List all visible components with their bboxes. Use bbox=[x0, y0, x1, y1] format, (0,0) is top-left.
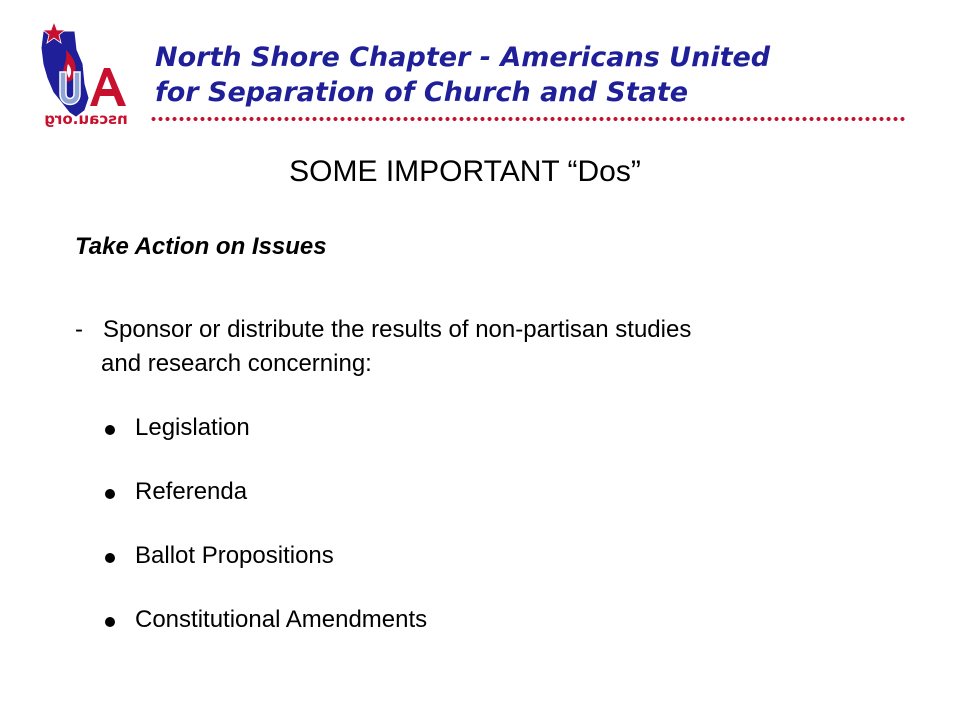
list-item-text: Legislation bbox=[135, 414, 250, 441]
list-item bbox=[105, 475, 427, 539]
dash-marker: - bbox=[75, 316, 83, 343]
header-line-1: North Shore Chapter - Americans United bbox=[155, 42, 771, 73]
illinois-flame-ua-logo-icon bbox=[30, 20, 142, 138]
paragraph-line-1: Sponsor or distribute the results of non-partisan studies bbox=[103, 316, 692, 343]
bullet-list bbox=[105, 411, 427, 667]
list-item-text: Constitutional Amendments bbox=[135, 606, 428, 633]
list-item bbox=[105, 603, 427, 667]
action-paragraph bbox=[75, 313, 925, 381]
list-item-text: Ballot Propositions bbox=[135, 542, 334, 569]
bullet-dot-icon bbox=[105, 489, 115, 499]
bullet-dot-icon bbox=[105, 617, 115, 627]
logo-text: nscau.org bbox=[44, 110, 128, 128]
paragraph-line-2: and research concerning: bbox=[101, 350, 372, 377]
bullet-dot-icon bbox=[105, 553, 115, 563]
bullet-dot-icon bbox=[105, 425, 115, 435]
chapter-header bbox=[155, 40, 770, 110]
header-line-2: for Separation of Church and State bbox=[155, 77, 689, 108]
nscau-logo bbox=[30, 20, 142, 138]
list-item-text: Referenda bbox=[135, 478, 248, 505]
dotted-divider bbox=[150, 116, 907, 122]
slide-title: SOME IMPORTANT “Dos” bbox=[289, 155, 641, 188]
list-item bbox=[105, 539, 427, 603]
list-item bbox=[105, 411, 427, 475]
section-subtitle: Take Action on Issues bbox=[75, 233, 327, 260]
